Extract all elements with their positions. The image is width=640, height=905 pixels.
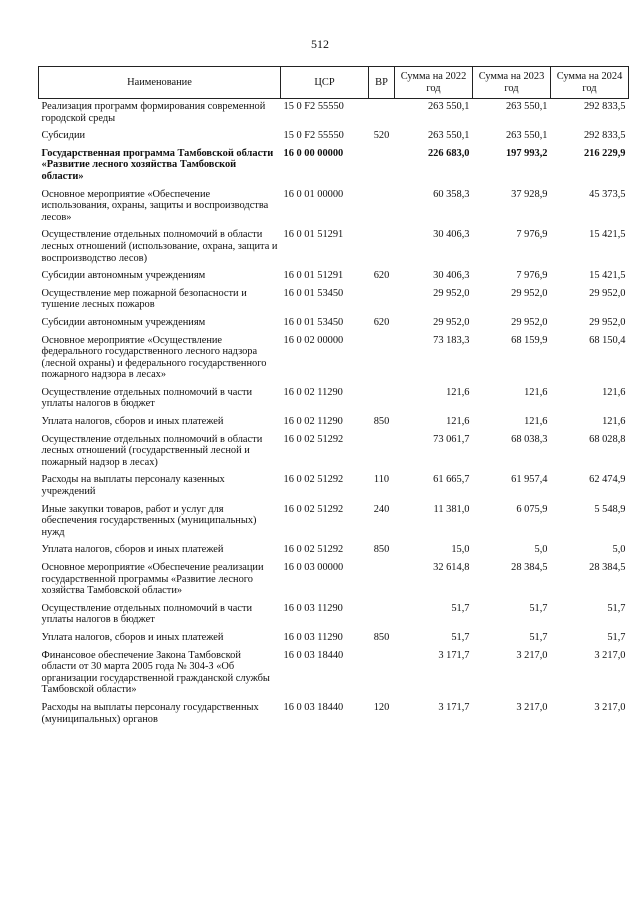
row-name: Осуществление отдельных полномочий в части уплаты налогов в бюджет [41, 386, 253, 410]
row-vr-code: 620 [373, 316, 390, 328]
table-row [39, 99, 629, 129]
row-sum-2022: 73 183,3 [433, 334, 470, 346]
table-row [39, 502, 629, 543]
row-name: Реализация программ формирования современной городской среды [41, 101, 266, 124]
row-vr-code [369, 648, 395, 700]
table-row [39, 630, 629, 648]
row-vr-code: 520 [373, 130, 390, 142]
table-row [39, 146, 629, 187]
row-vr-code: 620 [373, 270, 390, 282]
row-sum-2024: 68 028,8 [589, 433, 626, 445]
row-sum-2023: 263 550,1 [505, 101, 548, 112]
row-vr-code [369, 146, 395, 187]
row-sum-2023: 6 075,9 [516, 503, 548, 515]
row-sum-2022: 30 406,3 [433, 229, 470, 241]
row-vr-code [369, 560, 395, 601]
table-row [39, 648, 629, 700]
row-name: Субсидии автономным учреждениям [41, 316, 206, 328]
row-sum-2023: 29 952,0 [511, 287, 548, 299]
row-sum-2023: 68 038,3 [511, 433, 548, 445]
row-sum-2024: 3 217,0 [594, 701, 626, 713]
row-name: Основное мероприятие «Обеспечение использования, охраны, защиты и воспроизводства лесов» [41, 188, 269, 223]
row-sum-2022: 263 550,1 [427, 101, 470, 112]
row-csr-code: 16 0 00 00000 [283, 147, 344, 159]
row-sum-2024: 15 421,5 [589, 270, 626, 282]
row-sum-2023: 121,6 [524, 416, 548, 428]
row-sum-2023: 121,6 [524, 386, 548, 398]
row-name: Осуществление отдельных полномочий в области лесных отношений (использование, охрана, защита и воспроизводство лесов) [41, 229, 278, 264]
header-name: Наименование [39, 67, 281, 99]
row-sum-2023: 3 217,0 [516, 649, 548, 661]
row-sum-2022: 51,7 [451, 631, 470, 643]
row-sum-2022: 73 061,7 [433, 433, 470, 445]
row-name: Расходы на выплаты персоналу государственных (муниципальных) органов [41, 701, 259, 725]
row-sum-2023: 28 384,5 [511, 562, 548, 573]
row-vr-code: 240 [373, 503, 390, 515]
row-sum-2023: 7 976,9 [516, 229, 548, 241]
table-row [39, 128, 629, 146]
row-sum-2024: 121,6 [602, 386, 626, 398]
row-name: Осуществление отдельных полномочий в области лесных отношений (государственный лесной и пожарный надзор в лесах) [41, 433, 263, 468]
table-header-row [39, 67, 629, 99]
row-sum-2023: 263 550,1 [505, 130, 548, 142]
row-sum-2023: 51,7 [529, 631, 548, 643]
row-sum-2024: 51,7 [607, 631, 626, 643]
row-vr-code [369, 385, 395, 414]
header-sum-2024: Сумма на 2024 год [551, 67, 629, 99]
row-sum-2022: 60 358,3 [433, 188, 470, 200]
row-name: Субсидии автономным учреждениям [41, 270, 206, 282]
row-vr-code: 850 [373, 544, 390, 556]
table-row [39, 333, 629, 385]
row-csr-code: 16 0 02 51292 [283, 544, 344, 556]
header-sum-2022: Сумма на 2022 год [395, 67, 473, 99]
row-vr-code [369, 286, 395, 315]
row-sum-2022: 61 665,7 [433, 474, 470, 486]
row-sum-2023: 37 928,9 [511, 188, 548, 200]
row-name: Осуществление мер пожарной безопасности и тушение лесных пожаров [41, 287, 247, 311]
row-vr-code: 850 [373, 416, 390, 428]
header-sum-2023: Сумма на 2023 год [473, 67, 551, 99]
row-sum-2022: 3 171,7 [438, 649, 470, 661]
table-row [39, 385, 629, 414]
row-vr-code [369, 333, 395, 385]
row-sum-2024: 51,7 [607, 602, 626, 614]
row-csr-code: 16 0 02 11290 [283, 416, 343, 428]
table-row [39, 187, 629, 228]
row-csr-code: 15 0 F2 55550 [283, 130, 344, 142]
row-name: Осуществление отдельных полномочий в части уплаты налогов в бюджет [41, 602, 253, 626]
row-sum-2024: 5,0 [612, 544, 626, 556]
row-sum-2022: 51,7 [451, 602, 470, 614]
row-name: Субсидии [41, 130, 86, 142]
table-row [39, 227, 629, 268]
row-sum-2024: 45 373,5 [589, 188, 626, 200]
row-sum-2024: 29 952,0 [589, 287, 626, 299]
row-name: Иные закупки товаров, работ и услуг для обеспечения государственных (муниципальных) нужд [41, 503, 257, 538]
row-csr-code: 16 0 03 00000 [283, 562, 344, 573]
row-sum-2023: 29 952,0 [511, 316, 548, 328]
row-sum-2024: 29 952,0 [589, 316, 626, 328]
row-vr-code [369, 99, 395, 129]
row-vr-code: 110 [373, 474, 390, 486]
table-row [39, 432, 629, 473]
row-sum-2024: 5 548,9 [594, 503, 626, 515]
row-sum-2023: 7 976,9 [516, 270, 548, 282]
row-csr-code: 16 0 01 53450 [283, 316, 344, 328]
header-vr: ВР [369, 67, 395, 99]
row-sum-2022: 11 381,0 [433, 503, 470, 515]
budget-table [38, 66, 629, 729]
row-name: Уплата налогов, сборов и иных платежей [41, 544, 224, 556]
row-csr-code: 16 0 01 51291 [283, 270, 344, 282]
row-csr-code: 16 0 01 51291 [283, 229, 344, 241]
row-name: Расходы на выплаты персоналу казенных учреждений [41, 474, 225, 498]
row-vr-code: 120 [373, 701, 390, 713]
row-sum-2024: 28 384,5 [589, 562, 626, 573]
row-sum-2024: 15 421,5 [589, 229, 626, 241]
row-sum-2023: 3 217,0 [516, 701, 548, 713]
table-row [39, 700, 629, 729]
row-csr-code: 16 0 03 11290 [283, 602, 343, 614]
row-sum-2023: 5,0 [534, 544, 548, 556]
row-vr-code [369, 601, 395, 630]
row-sum-2022: 15,0 [451, 544, 470, 556]
row-sum-2022: 121,6 [446, 416, 470, 428]
table-row [39, 560, 629, 601]
table-row [39, 601, 629, 630]
row-sum-2022: 3 171,7 [438, 701, 470, 713]
row-sum-2024: 292 833,5 [583, 101, 626, 112]
table-row [39, 268, 629, 286]
table-row [39, 315, 629, 333]
row-csr-code: 16 0 01 00000 [283, 188, 344, 200]
row-sum-2024: 68 150,4 [589, 334, 626, 346]
row-csr-code: 16 0 02 11290 [283, 386, 343, 398]
row-sum-2024: 121,6 [602, 416, 626, 428]
row-sum-2022: 32 614,8 [433, 562, 470, 573]
row-sum-2023: 51,7 [529, 602, 548, 614]
row-name: Основное мероприятие «Обеспечение реализации государственной программы «Развитие лесного хозяйства Тамбовской области» [41, 562, 264, 597]
row-csr-code: 16 0 01 53450 [283, 287, 344, 299]
row-sum-2022: 29 952,0 [433, 287, 470, 299]
row-sum-2024: 292 833,5 [583, 130, 626, 142]
row-csr-code: 15 0 F2 55550 [283, 101, 344, 112]
row-csr-code: 16 0 02 51292 [283, 474, 344, 486]
row-name: Основное мероприятие «Осуществление федерального государственного лесного надзора (лесной охраны) и федерального государственного пожарного надзора в лесах» [41, 334, 267, 381]
row-csr-code: 16 0 03 18440 [283, 649, 344, 661]
row-name: Государственная программа Тамбовской области «Развитие лесного хозяйства Тамбовской области» [41, 147, 274, 182]
row-csr-code: 16 0 03 18440 [283, 701, 344, 713]
row-name: Уплата налогов, сборов и иных платежей [41, 631, 224, 643]
table-body [39, 99, 629, 730]
row-sum-2022: 226 683,0 [427, 147, 470, 159]
row-sum-2024: 62 474,9 [589, 474, 626, 486]
row-sum-2022: 121,6 [446, 386, 470, 398]
page-number: 512 [311, 37, 329, 51]
row-csr-code: 16 0 02 51292 [283, 503, 344, 515]
row-sum-2022: 29 952,0 [433, 316, 470, 328]
row-vr-code: 850 [373, 631, 390, 643]
row-sum-2023: 68 159,9 [511, 334, 548, 346]
row-name: Уплата налогов, сборов и иных платежей [41, 416, 224, 428]
row-name: Финансовое обеспечение Закона Тамбовской области от 30 марта 2005 года № 304-З «Об организации государственной гражданской службы Тамбовской области» [41, 649, 270, 696]
table-row [39, 414, 629, 432]
table-row [39, 286, 629, 315]
header-csr: ЦСР [281, 67, 369, 99]
row-sum-2022: 263 550,1 [427, 130, 470, 142]
row-sum-2023: 61 957,4 [511, 474, 548, 486]
row-vr-code [369, 187, 395, 228]
row-sum-2022: 30 406,3 [433, 270, 470, 282]
table-row [39, 472, 629, 501]
row-vr-code [369, 227, 395, 268]
row-csr-code: 16 0 03 11290 [283, 631, 343, 643]
row-csr-code: 16 0 02 51292 [283, 433, 344, 445]
row-sum-2023: 197 993,2 [505, 147, 548, 159]
row-sum-2024: 3 217,0 [594, 649, 626, 661]
table-row [39, 542, 629, 560]
row-csr-code: 16 0 02 00000 [283, 334, 344, 346]
row-vr-code [369, 432, 395, 473]
row-sum-2024: 216 229,9 [583, 147, 626, 159]
